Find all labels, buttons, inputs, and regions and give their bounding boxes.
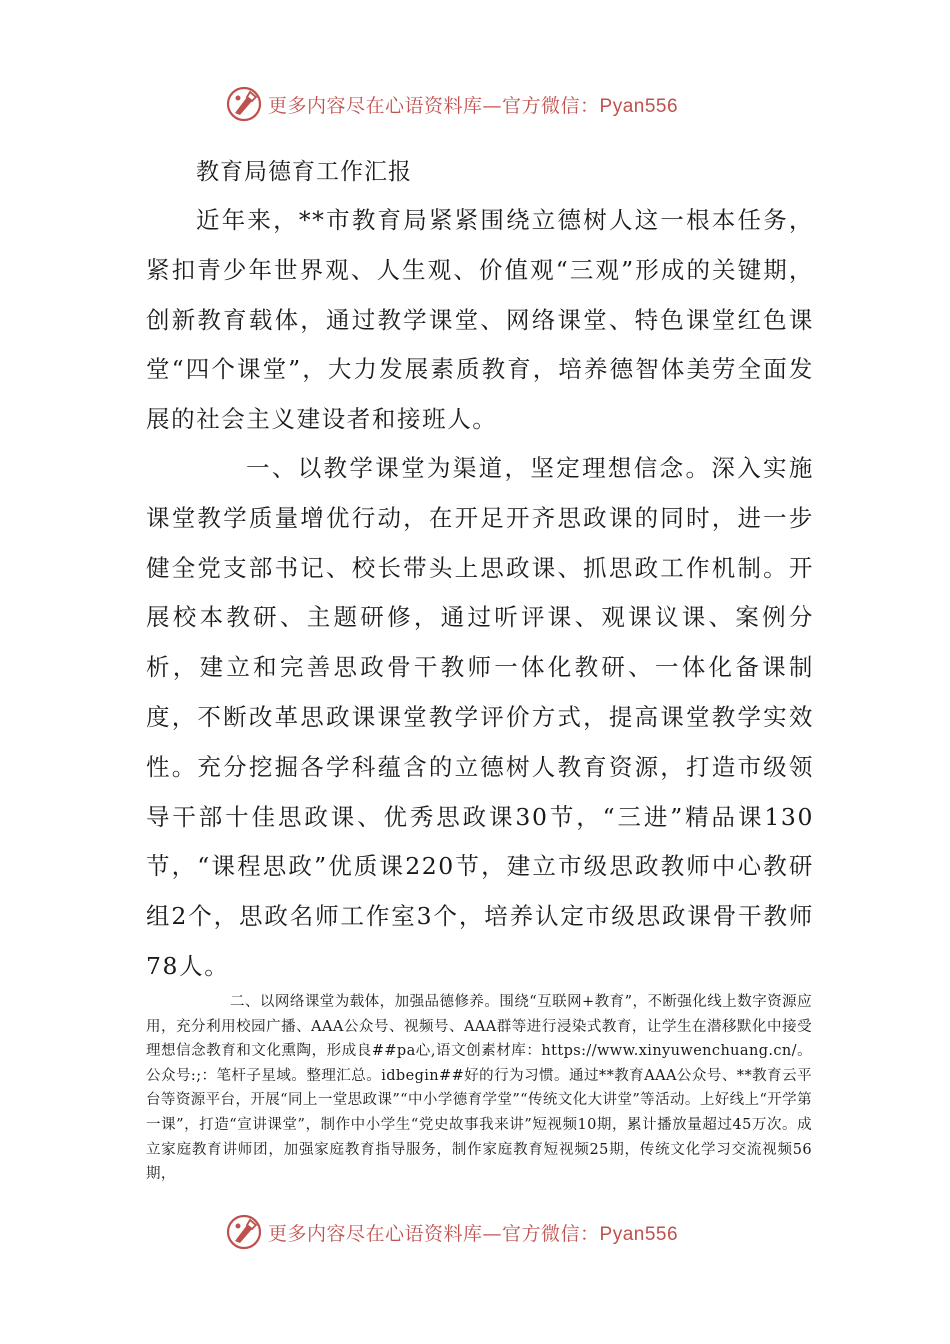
- pen-nib-logo-icon: [226, 1214, 262, 1250]
- paragraph-section-one: 一、以教学课堂为渠道，坚定理想信念。深入实施课堂教学质量增优行动，在开足开齐思政课的同时，进一步健全党支部书记、校长带头上思政课、抓思政工作机制。开展校本教研、主题研修，通过听评课、观课议课、案例分析，建立和完善思政骨干教师一体化教研、一体化备课制度，不断改革思政课课堂教学评价方式，提高课堂教学实效性。充分挖掘各学科蕴含的立德树人教育资源，打造市级领导干部十佳思政课、优秀思政课30节，“三进”精品课130节，“课程思政”优质课220节，建立市级思政教师中心教研组2个，思政名师工作室3个，培养认定市级思政课骨干教师78人。: [146, 454, 814, 980]
- document-title: 教育局德育工作汇报: [196, 159, 412, 185]
- paragraph-intro: 近年来，**市教育局紧紧围绕立德树人这一根本任务，紧扣青少年世界观、人生观、价值观“三观”形成的关键期，创新教育载体，通过教学课堂、网络课堂、特色课堂红色课堂“四个课堂”，大力发展素质教育，培养德智体美劳全面发展的社会主义建设者和接班人。: [146, 206, 814, 434]
- pen-nib-logo-icon: [226, 86, 262, 122]
- wechat-id: Pyan556: [599, 1223, 679, 1245]
- paragraph-section-two: 二、以网络课堂为载体，加强品德修养。围绕“互联网+教育”，不断强化线上数字资源应用，充分利用校园广播、AAA公众号、视频号、AAA群等进行浸染式教育，让学生在潜移默化中接受理想信念教育和文化熏陶，形成良##pa心,语文创素材库：https://www.xinyuwenchuang.cn/。公众号:;：笔杆子星域。整理汇总。idbegin##好的行为习惯。通过**教育AAA公众号、**教育云平台等资源平台，开展“同上一堂思政课”“中小学德育学堂”“传统文化大讲堂”等活动。上好线上“开学第一课”，打造“宣讲课堂”，制作中小学生“党史故事我来讲”短视频10期，累计播放量超过45万次。成立家庭教育讲师团，加强家庭教育指导服务，制作家庭教育短视频25期，传统文化学习交流视频56期，: [146, 994, 812, 1183]
- watermark-text: 更多内容尽在心语资料库—官方微信：Pyan556: [268, 94, 679, 117]
- wechat-id: Pyan556: [599, 95, 679, 117]
- footer-watermark-banner: [226, 1212, 746, 1252]
- watermark-text: 更多内容尽在心语资料库—官方微信：Pyan556: [268, 1222, 679, 1245]
- header-watermark-banner: [226, 84, 746, 124]
